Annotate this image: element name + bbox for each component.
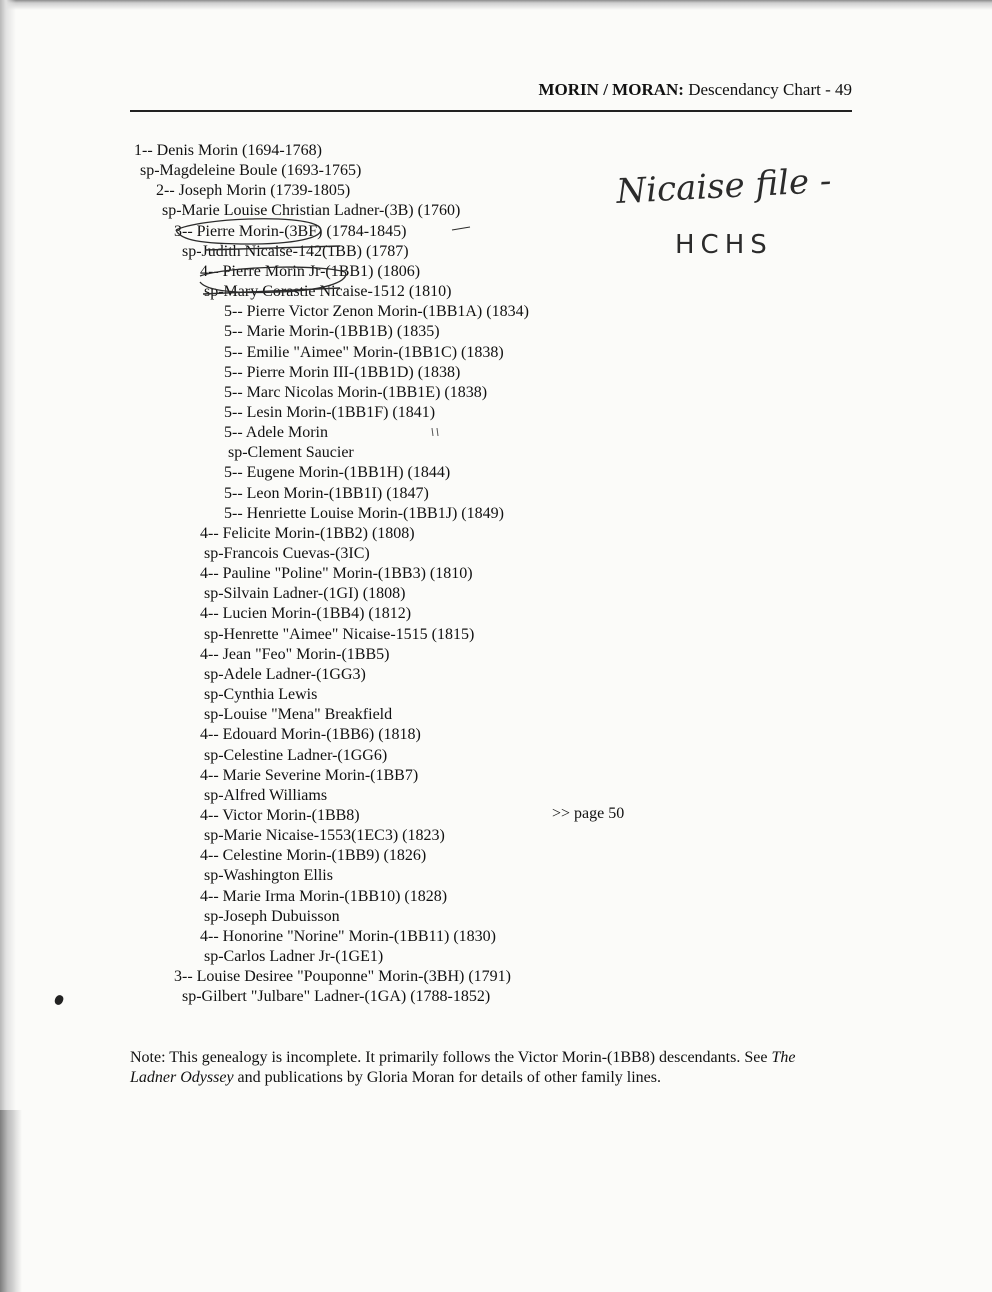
chart-entry: 3-- Louise Desiree "Pouponne" Morin-(3BH) (1791) xyxy=(174,968,511,986)
chart-entry: sp-Marie Nicaise-1553(1EC3) (1823) xyxy=(204,827,445,845)
chart-entry: 5-- Leon Morin-(1BB1I) (1847) xyxy=(224,484,429,502)
chart-entry: 4-- Felicite Morin-(1BB2) (1808) xyxy=(200,524,415,542)
chart-entry: sp-Silvain Ladner-(1GI) (1808) xyxy=(204,585,406,603)
chart-entry: 5-- Marie Morin-(1BB1B) (1835) xyxy=(224,323,440,341)
chart-entry: 4-- Marie Irma Morin-(1BB10) (1828) xyxy=(200,887,448,905)
chart-entry: 5-- Eugene Morin-(1BB1H) (1844) xyxy=(224,464,451,482)
chart-entry: sp-Gilbert "Julbare" Ladner-(1GA) (1788-1852) xyxy=(182,988,491,1006)
chart-entry: sp-Washington Ellis xyxy=(204,867,333,885)
chart-entry: 4-- Edouard Morin-(1BB6) (1818) xyxy=(200,726,421,744)
chart-entry: 5-- Pierre Victor Zenon Morin-(1BB1A) (1834) xyxy=(224,303,529,321)
chart-entry: sp-Louise "Mena" Breakfield xyxy=(204,706,393,724)
chart-entry: sp-Clement Saucier xyxy=(228,444,354,462)
chart-entry: 4-- Pauline "Poline" Morin-(1BB3) (1810) xyxy=(200,565,473,583)
chart-entry: 5-- Henriette Louise Morin-(1BB1J) (1849) xyxy=(224,504,504,522)
handwritten-note-line1: Nicaise file - xyxy=(615,160,833,212)
cross-reference: >> page 50 xyxy=(552,805,625,822)
chart-entry: sp-Cynthia Lewis xyxy=(204,686,318,704)
chart-entry: 4-- Jean "Feo" Morin-(1BB5) xyxy=(200,645,390,663)
chart-entry: 4-- Lucien Morin-(1BB4) (1812) xyxy=(200,605,412,623)
header-page-number: 49 xyxy=(835,80,852,99)
chart-entry: 4-- Marie Severine Morin-(1BB7) xyxy=(200,766,419,784)
chart-entry: sp-Francois Cuevas-(3IC) xyxy=(204,545,370,562)
chart-entry: 4-- Celestine Morin-(1BB9) (1826) xyxy=(200,847,427,865)
chart-entry: 4-- Pierre Morin Jr-(1BB1) (1806) xyxy=(200,262,421,280)
chart-entry: sp-Magdeleine Boule (1693-1765) xyxy=(140,162,362,180)
chart-entry: sp-Alfred Williams xyxy=(204,786,328,804)
chart-entry: sp-Celestine Ladner-(1GG6) xyxy=(204,746,388,764)
footnote xyxy=(130,1048,840,1088)
chart-entry: sp-Mary Corastie Nicaise-1512 (1810) xyxy=(204,283,452,301)
chart-entry: sp-Carlos Ladner Jr-(1GE1) xyxy=(204,948,384,965)
note-suffix: and publications by Gloria Moran for details of other family lines. xyxy=(233,1069,661,1086)
header-separator: - xyxy=(825,80,831,99)
chart-entry: 5-- Adele Morin xyxy=(224,424,328,442)
note-book-title: The Ladner Odyssey xyxy=(130,1049,796,1086)
chart-entry: 3-- Pierre Morin-(3BF) (1784-1845) xyxy=(174,222,407,240)
chart-entry: sp-Judith Nicaise-142(1BB) (1787) xyxy=(182,242,409,260)
chart-entry: 5-- Pierre Morin III-(1BB1D) (1838) xyxy=(224,363,461,381)
chart-entry: sp-Henrette "Aimee" Nicaise-1515 (1815) xyxy=(204,625,475,643)
chart-entry: 5-- Emilie "Aimee" Morin-(1BB1C) (1838) xyxy=(224,343,504,361)
chart-entry: 2-- Joseph Morin (1739-1805) xyxy=(156,182,351,200)
handwritten-note xyxy=(615,155,875,265)
chart-entry: sp-Marie Louise Christian Ladner-(3B) (1760) xyxy=(162,202,461,220)
chart-entry: 4-- Honorine "Norine" Morin-(1BB11) (1830) xyxy=(200,927,496,945)
header-title: Descendancy Chart xyxy=(688,80,821,99)
chart-entry: 4-- Victor Morin-(1BB8) xyxy=(200,806,360,824)
chart-entry: 5-- Lesin Morin-(1BB1F) (1841) xyxy=(224,403,436,421)
handwritten-note-line2: HCHS xyxy=(675,230,773,260)
chart-entry: sp-Joseph Dubuisson xyxy=(204,907,340,925)
chart-entry: sp-Adele Ladner-(1GG3) xyxy=(204,665,366,683)
note-prefix: Note: This genealogy is incomplete. It primarily follows the Victor Morin-(1BB8) descendants. See xyxy=(130,1049,772,1066)
chart-entry: 1-- Denis Morin (1694-1768) xyxy=(134,142,322,159)
chart-entry: 5-- Marc Nicolas Morin-(1BB1E) (1838) xyxy=(224,383,488,401)
header-series: MORIN / MORAN: xyxy=(538,80,684,99)
